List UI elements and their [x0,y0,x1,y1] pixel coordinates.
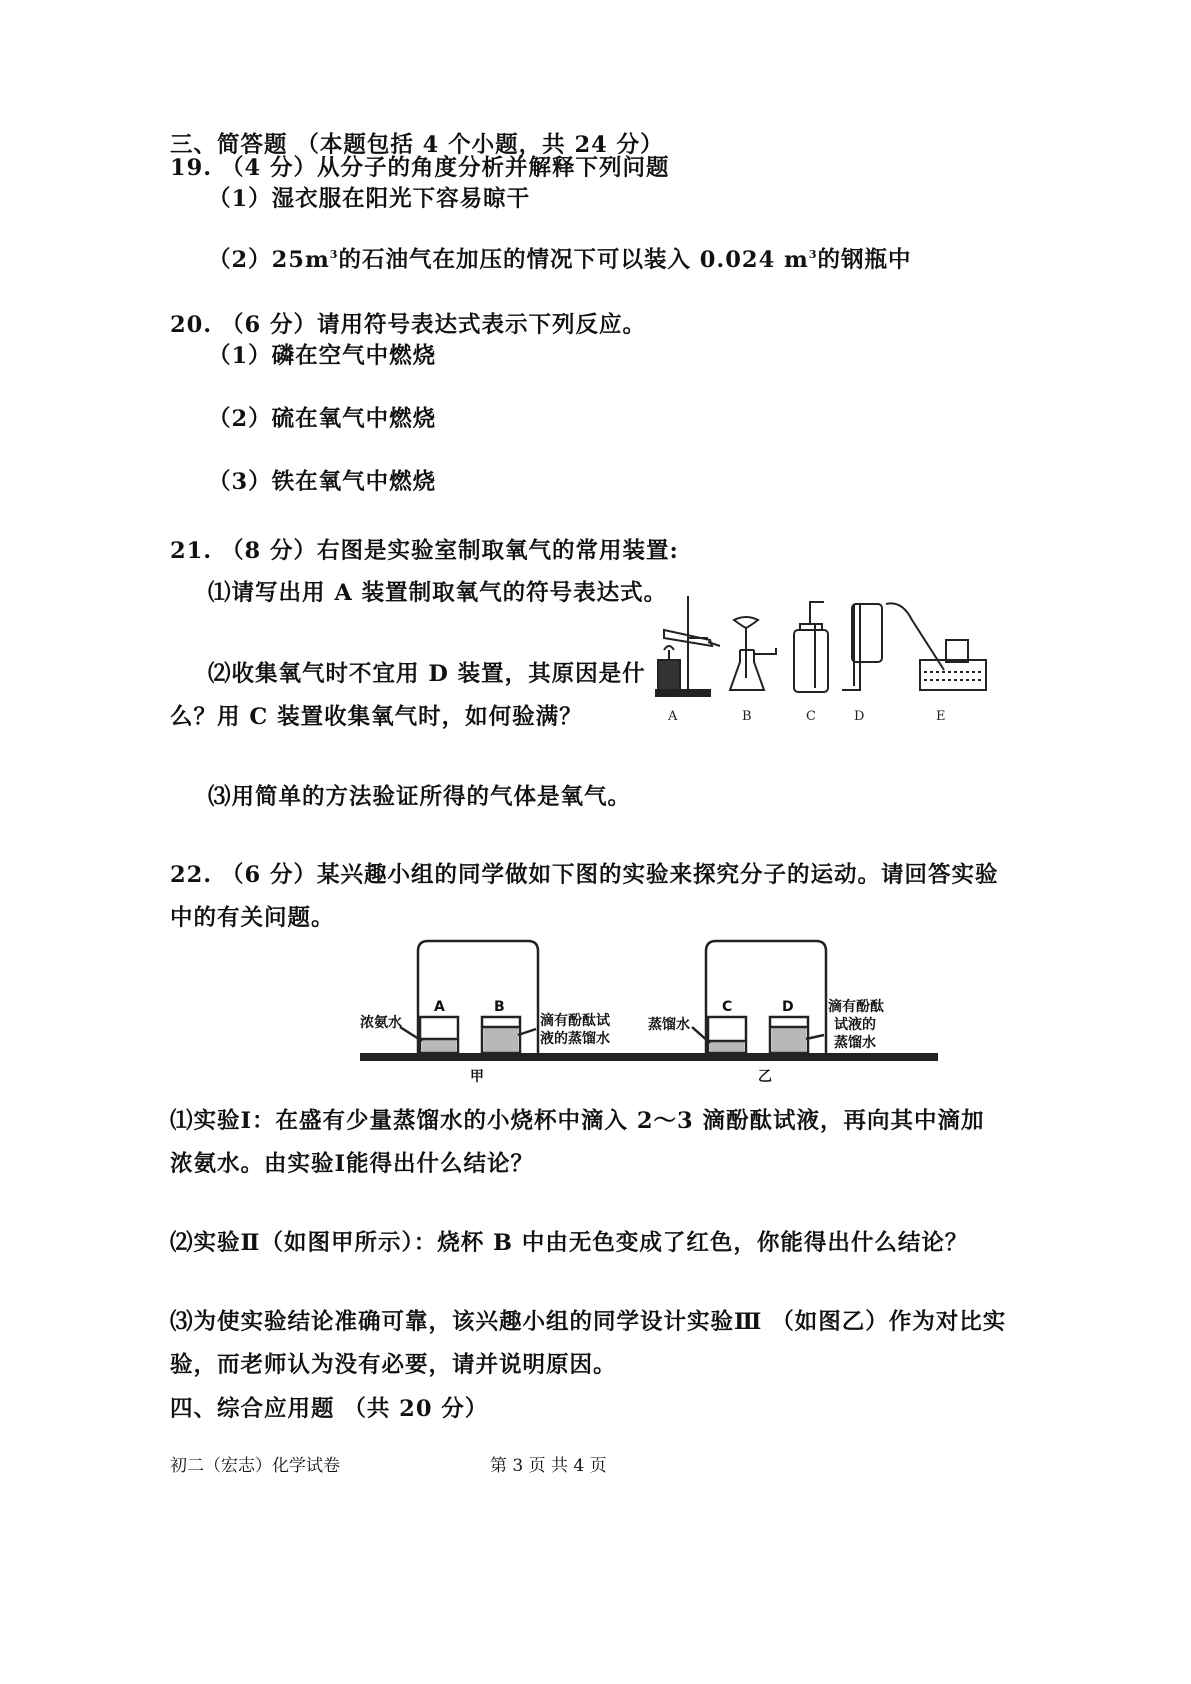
molecule-experiment-figure-yi [648,935,938,1085]
phenolphthalein-label-line2: 试液的 [834,1017,876,1033]
q21-stem: 21. （8 分）右图是实验室制取氧气的常用装置: [170,538,679,564]
distilled-water-label: 蒸馏水 [648,1017,690,1033]
apparatus-d-drawing [842,604,882,690]
apparatus-c-drawing [794,602,828,692]
q21-part3: ⑶用简单的方法验证所得的气体是氧气。 [208,784,632,810]
phenolphthalein-water-label-line1: 滴有酚酞试 [540,1013,610,1029]
q22-stem-line2: 中的有关问题。 [170,905,335,931]
figure-yi-caption: 乙 [758,1069,772,1085]
phenolphthalein-label-line1: 滴有酚酞 [828,999,884,1015]
q22-part1-line1: ⑴实验Ⅰ：在盛有少量蒸馏水的小烧杯中滴入 2～3 滴酚酞试液，再向其中滴加 [170,1108,985,1134]
q19-part2-mid: 的石油气在加压的情况下可以装入 0.024 m [338,247,809,273]
molecule-experiment-figure-jia [360,935,650,1085]
apparatus-label-c: C [806,709,816,724]
q22-part1-line2: 浓氨水。由实验Ⅰ能得出什么结论？ [170,1151,535,1177]
apparatus-label-a: A [668,709,678,724]
q21-part1: ⑴请写出用 A 装置制取氧气的符号表达式。 [208,580,668,606]
apparatus-label-d: D [854,709,865,724]
apparatus-e-drawing [886,603,986,690]
apparatus-a-drawing [656,596,720,696]
q22-part3-line1: ⑶为使实验结论准确可靠，该兴趣小组的同学设计实验Ⅲ （如图乙）作为对比实 [170,1309,1007,1335]
q19-stem: 19. （4 分）从分子的角度分析并解释下列问题 [170,155,670,181]
q19-part1: （1）湿衣服在阳光下容易晾干 [208,186,531,212]
beaker-d-label: D [782,999,794,1015]
section-3-heading: 三、简答题 （本题包括 4 个小题，共 24 分） [170,132,664,158]
phenolphthalein-water-label-line2: 液的蒸馏水 [540,1031,610,1047]
phenolphthalein-label-line3: 蒸馏水 [834,1035,876,1051]
q20-part3: （3）铁在氧气中燃烧 [208,469,437,495]
q22-part3-line2: 验，而老师认为没有必要，请并说明原因。 [170,1352,617,1378]
q20-stem: 20. （6 分）请用符号表达式表示下列反应。 [170,312,646,338]
q21-part2-line2: 么？用 C 装置收集氧气时，如何验满？ [170,704,583,730]
apparatus-label-e: E [936,709,946,724]
q20-part2: （2）硫在氧气中燃烧 [208,406,437,432]
figure-jia-caption: 甲 [470,1069,484,1085]
q20-part1: （1）磷在空气中燃烧 [208,343,437,369]
footer-page-info: 第 3 页 共 4 页 [490,1456,607,1476]
beaker-c-label: C [722,999,733,1015]
footer-exam-title: 初二（宏志）化学试卷 [170,1456,340,1476]
q22-part2: ⑵实验Ⅱ（如图甲所示）：烧杯 B 中由无色变成了红色，你能得出什么结论？ [170,1230,969,1256]
q21-part2-line1: ⑵收集氧气时不宜用 D 装置，其原因是什 [208,661,646,687]
beaker-b-label: B [494,999,505,1015]
oxygen-apparatus-figure [650,590,990,730]
apparatus-label-b: B [742,709,752,724]
section-4-heading: 四、综合应用题 （共 20 分） [170,1396,489,1422]
q19-part2-pre: （2）25m [208,247,330,273]
q19-part2-post: 的钢瓶中 [817,247,912,273]
q22-stem-line1: 22. （6 分）某兴趣小组的同学做如下图的实验来探究分子的运动。请回答实验 [170,862,999,888]
q19-part2-sup1: 3 [329,248,339,261]
q19-part2 [208,249,912,272]
concentrated-ammonia-label: 浓氨水 [360,1015,402,1031]
beaker-a-label: A [434,999,445,1015]
apparatus-b-drawing [730,617,776,690]
q19-part2-sup2: 3 [808,248,818,261]
